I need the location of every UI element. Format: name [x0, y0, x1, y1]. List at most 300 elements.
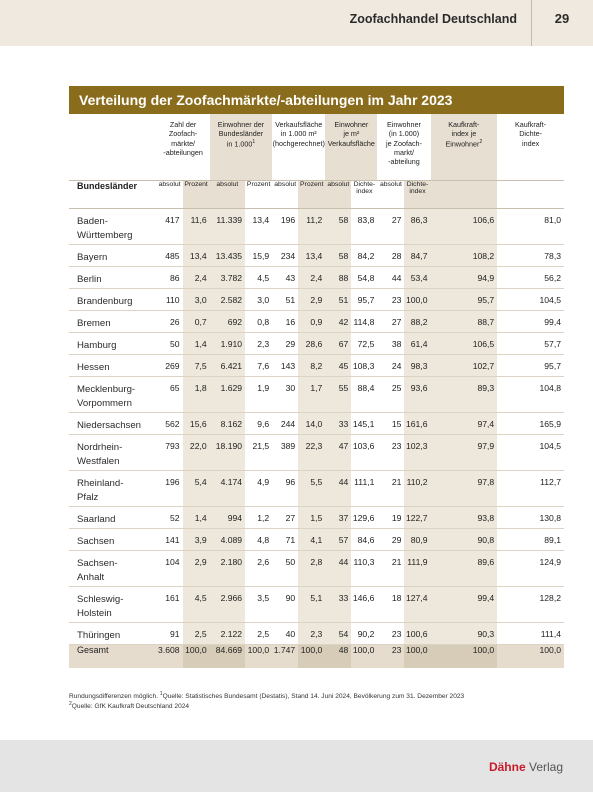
value-cell: 84,6 — [351, 528, 377, 550]
group-header-line: Dichte- — [519, 129, 542, 139]
state-name-line: Holstein — [77, 607, 112, 619]
state-name-line: Vorpommern — [77, 397, 132, 409]
value-cell: 97,8 — [431, 470, 498, 506]
value-cell: 29 — [377, 528, 404, 550]
value-cell: 2,8 — [298, 550, 325, 586]
state-name — [69, 586, 157, 622]
group-header-line: märkte/ — [171, 138, 196, 148]
value-cell: 389 — [272, 434, 298, 470]
value-cell: 94,9 — [431, 266, 498, 288]
value-cell: 13,4 — [245, 208, 272, 244]
total-value-cell: 100,0 — [183, 644, 210, 668]
column-group-header — [272, 114, 325, 180]
page-footer — [0, 740, 593, 792]
footnote-2-text: Quelle: GfK Kaufkraft Deutschland 2024 — [71, 703, 190, 711]
value-cell: 28,6 — [298, 332, 325, 354]
value-cell: 3.782 — [210, 266, 245, 288]
value-cell: 22,3 — [298, 434, 325, 470]
value-cell: 43 — [272, 266, 298, 288]
value-cell: 128,2 — [497, 586, 564, 622]
sub-header-line: index — [356, 188, 373, 196]
value-cell: 52 — [157, 506, 183, 528]
total-value-cell: 100,0 — [431, 644, 498, 668]
value-cell: 88,4 — [351, 376, 377, 412]
value-cell: 4,8 — [245, 528, 272, 550]
value-cell: 47 — [325, 434, 351, 470]
value-cell: 23 — [377, 434, 404, 470]
value-cell: 27 — [377, 310, 404, 332]
group-header-line: -abteilung — [388, 157, 420, 167]
value-cell: 1,4 — [183, 332, 210, 354]
value-cell: 83,8 — [351, 208, 377, 244]
value-cell: 4,1 — [298, 528, 325, 550]
total-value-cell: 100,0 — [245, 644, 272, 668]
table-body — [69, 208, 564, 668]
footnote-rounding: Rundungsdifferenzen möglich. — [69, 693, 158, 701]
group-header-line: Zoofach- — [168, 129, 198, 139]
value-cell: 114,8 — [351, 310, 377, 332]
value-cell: 90,8 — [431, 528, 498, 550]
value-cell: 0,8 — [245, 310, 272, 332]
value-cell: 104 — [157, 550, 183, 586]
running-title: Zoofachhandel Deutschland — [349, 12, 517, 26]
sub-header-line: index — [409, 188, 426, 196]
value-cell: 7,5 — [183, 354, 210, 376]
value-cell: 84,2 — [351, 244, 377, 266]
value-cell: 1,8 — [183, 376, 210, 412]
value-cell: 1.629 — [210, 376, 245, 412]
value-cell: 29 — [272, 332, 298, 354]
value-cell: 50 — [272, 550, 298, 586]
state-name — [69, 354, 157, 376]
value-cell: 44 — [377, 266, 404, 288]
sub-header-line: absolut — [379, 180, 402, 188]
state-name-line: Bayern — [77, 251, 108, 263]
value-cell: 54,8 — [351, 266, 377, 288]
value-cell: 104,5 — [497, 288, 564, 310]
table-row — [69, 332, 564, 354]
value-cell: 103,6 — [351, 434, 377, 470]
value-cell: 3,0 — [183, 288, 210, 310]
value-cell: 44 — [325, 470, 351, 506]
value-cell: 146,6 — [351, 586, 377, 622]
value-cell: 1,4 — [183, 506, 210, 528]
sub-header-line: absolut — [327, 180, 350, 188]
value-cell: 86,3 — [404, 208, 430, 244]
value-cell: 4.089 — [210, 528, 245, 550]
table-row — [69, 434, 564, 470]
value-cell: 18.190 — [210, 434, 245, 470]
total-value-cell: 100,0 — [497, 644, 564, 668]
value-cell: 8,2 — [298, 354, 325, 376]
sub-header-line: absolut — [158, 180, 181, 188]
table-row — [69, 376, 564, 412]
state-name-line: Baden- — [77, 215, 108, 227]
value-cell: 5,1 — [298, 586, 325, 622]
value-cell: 89,3 — [431, 376, 498, 412]
state-name-line: Niedersachsen — [77, 419, 141, 431]
value-cell: 53,4 — [404, 266, 430, 288]
value-cell: 6.421 — [210, 354, 245, 376]
value-cell: 127,4 — [404, 586, 430, 622]
value-cell: 22,0 — [183, 434, 210, 470]
value-cell: 24 — [377, 354, 404, 376]
value-cell: 51 — [325, 288, 351, 310]
value-cell: 417 — [157, 208, 183, 244]
value-cell: 108,3 — [351, 354, 377, 376]
value-cell: 54 — [325, 622, 351, 644]
value-cell: 104,5 — [497, 434, 564, 470]
value-cell: 33 — [325, 586, 351, 622]
state-name — [69, 208, 157, 244]
group-header-line: Verkaufsfläche — [327, 138, 375, 148]
value-cell: 165,9 — [497, 412, 564, 434]
value-cell: 11.339 — [210, 208, 245, 244]
state-name-line: Mecklenburg- — [77, 383, 136, 395]
value-cell: 111,4 — [497, 622, 564, 644]
table-sub-header-row — [69, 180, 564, 208]
group-header-line: Bundesländer — [218, 129, 264, 139]
sub-header-cell — [157, 180, 183, 208]
value-cell: 57 — [325, 528, 351, 550]
sub-header-cell — [272, 180, 298, 208]
value-cell: 15,6 — [183, 412, 210, 434]
value-cell: 196 — [157, 470, 183, 506]
value-cell: 51 — [272, 288, 298, 310]
value-cell: 96 — [272, 470, 298, 506]
value-cell: 16 — [272, 310, 298, 332]
value-cell: 124,9 — [497, 550, 564, 586]
value-cell: 67 — [325, 332, 351, 354]
value-cell: 27 — [377, 208, 404, 244]
group-header-line: in 1.000 — [226, 139, 253, 149]
value-cell: 58 — [325, 208, 351, 244]
value-cell: 269 — [157, 354, 183, 376]
footnote-1 — [69, 691, 569, 700]
value-cell: 19 — [377, 506, 404, 528]
state-name — [69, 550, 157, 586]
table-row — [69, 288, 564, 310]
header-corner — [69, 114, 157, 180]
state-name-line: Nordrhein- — [77, 441, 123, 453]
value-cell: 28 — [377, 244, 404, 266]
sub-header-cell — [431, 180, 498, 208]
value-cell: 111,1 — [351, 470, 377, 506]
value-cell: 4,9 — [245, 470, 272, 506]
state-name-line: Sachsen- — [77, 557, 118, 569]
value-cell: 108,2 — [431, 244, 498, 266]
value-cell: 2,3 — [245, 332, 272, 354]
state-name — [69, 470, 157, 506]
sub-header-line: absolut — [216, 180, 239, 188]
value-cell: 2,4 — [298, 266, 325, 288]
value-cell: 104,8 — [497, 376, 564, 412]
value-cell: 42 — [325, 310, 351, 332]
value-cell: 90 — [272, 586, 298, 622]
value-cell: 13.435 — [210, 244, 245, 266]
group-header-line: Zahl der — [169, 120, 197, 129]
value-cell: 2.582 — [210, 288, 245, 310]
state-name-line: Westfalen — [77, 455, 120, 467]
value-cell: 72,5 — [351, 332, 377, 354]
state-name — [69, 288, 157, 310]
value-cell: 2,5 — [183, 622, 210, 644]
value-cell: 1.910 — [210, 332, 245, 354]
value-cell: 130,8 — [497, 506, 564, 528]
value-cell: 994 — [210, 506, 245, 528]
state-name-line: Hamburg — [77, 339, 117, 351]
state-name — [69, 376, 157, 412]
value-cell: 90,2 — [351, 622, 377, 644]
distribution-table — [69, 114, 564, 668]
value-cell: 3,9 — [183, 528, 210, 550]
sub-header-line: Dichte- — [353, 180, 376, 188]
value-cell: 38 — [377, 332, 404, 354]
value-cell: 3,0 — [245, 288, 272, 310]
state-name-line: Thüringen — [77, 629, 121, 641]
value-cell: 14,0 — [298, 412, 325, 434]
value-cell: 88 — [325, 266, 351, 288]
total-value-cell: 23 — [377, 644, 404, 668]
table-row — [69, 412, 564, 434]
sub-header-cell — [351, 180, 377, 208]
state-name-line: Sachsen — [77, 535, 115, 547]
value-cell: 55 — [325, 376, 351, 412]
sub-header-cell — [497, 180, 564, 208]
value-cell: 80,9 — [404, 528, 430, 550]
state-name — [69, 506, 157, 528]
publisher-name-part1: Dähne — [488, 760, 526, 774]
column-group-header — [431, 114, 498, 180]
footnote-marker: 1 — [252, 138, 256, 145]
value-cell: 112,7 — [497, 470, 564, 506]
group-header-line: Einwohner — [334, 120, 369, 129]
state-name — [69, 332, 157, 354]
sub-header-line: Prozent — [300, 180, 324, 188]
value-cell: 9,6 — [245, 412, 272, 434]
value-cell: 2.180 — [210, 550, 245, 586]
group-header-line: markt/ — [393, 148, 414, 158]
value-cell: 13,4 — [183, 244, 210, 266]
page-header — [0, 0, 593, 46]
group-header-line: -abteilungen — [163, 148, 203, 158]
value-cell: 2,6 — [245, 550, 272, 586]
publisher-name-part2: Verlag — [525, 760, 563, 774]
value-cell: 99,4 — [497, 310, 564, 332]
state-name-line: Brandenburg — [77, 295, 133, 307]
value-cell: 0,9 — [298, 310, 325, 332]
value-cell: 98,3 — [404, 354, 430, 376]
value-cell: 485 — [157, 244, 183, 266]
state-name-line: Pfalz — [77, 491, 99, 503]
state-name — [69, 528, 157, 550]
state-name-line: Schleswig- — [77, 593, 124, 605]
value-cell: 58 — [325, 244, 351, 266]
value-cell: 244 — [272, 412, 298, 434]
value-cell: 99,4 — [431, 586, 498, 622]
state-name — [69, 434, 157, 470]
page-number: 29 — [554, 11, 570, 26]
value-cell: 21,5 — [245, 434, 272, 470]
state-name-line: Anhalt — [77, 571, 105, 583]
column-group-header — [210, 114, 273, 180]
value-cell: 122,7 — [404, 506, 430, 528]
value-cell: 1,9 — [245, 376, 272, 412]
sub-header-cell — [325, 180, 351, 208]
value-cell: 86 — [157, 266, 183, 288]
sub-header-cell — [210, 180, 245, 208]
value-cell: 88,2 — [404, 310, 430, 332]
value-cell: 1,5 — [298, 506, 325, 528]
group-header-line: (in 1.000) — [388, 129, 420, 139]
column-group-header — [325, 114, 377, 180]
value-cell: 8.162 — [210, 412, 245, 434]
value-cell: 71 — [272, 528, 298, 550]
group-header-line: Kaufkraft- — [515, 120, 547, 129]
value-cell: 196 — [272, 208, 298, 244]
total-row — [69, 644, 564, 668]
sub-header-cell — [377, 180, 404, 208]
value-cell: 143 — [272, 354, 298, 376]
value-cell: 5,4 — [183, 470, 210, 506]
value-cell: 0,7 — [183, 310, 210, 332]
state-name — [69, 244, 157, 266]
value-cell: 40 — [272, 622, 298, 644]
value-cell: 4,5 — [245, 266, 272, 288]
value-cell: 95,7 — [497, 354, 564, 376]
value-cell: 100,0 — [404, 288, 430, 310]
footnote-marker: 2 — [479, 138, 483, 145]
value-cell: 84,7 — [404, 244, 430, 266]
value-cell: 26 — [157, 310, 183, 332]
column-group-header — [377, 114, 430, 180]
value-cell: 2.966 — [210, 586, 245, 622]
group-header-line: Einwohner der — [217, 120, 265, 129]
value-cell: 4,5 — [183, 586, 210, 622]
value-cell: 23 — [377, 622, 404, 644]
value-cell: 161,6 — [404, 412, 430, 434]
table-row — [69, 208, 564, 244]
value-cell: 102,7 — [431, 354, 498, 376]
value-cell: 93,8 — [431, 506, 498, 528]
value-cell: 111,9 — [404, 550, 430, 586]
value-cell: 89,6 — [431, 550, 498, 586]
value-cell: 45 — [325, 354, 351, 376]
value-cell: 2,5 — [245, 622, 272, 644]
sub-header-cell — [245, 180, 272, 208]
value-cell: 102,3 — [404, 434, 430, 470]
state-name — [69, 310, 157, 332]
table-row — [69, 310, 564, 332]
group-header-line: index je — [451, 129, 477, 139]
value-cell: 161 — [157, 586, 183, 622]
group-header-line: Kaufkraft- — [448, 120, 480, 129]
value-cell: 30 — [272, 376, 298, 412]
state-name-line: Hessen — [77, 361, 110, 373]
state-name — [69, 412, 157, 434]
total-value-cell: 48 — [325, 644, 351, 668]
value-cell: 56,2 — [497, 266, 564, 288]
value-cell: 110,2 — [404, 470, 430, 506]
value-cell: 141 — [157, 528, 183, 550]
value-cell: 2,9 — [183, 550, 210, 586]
value-cell: 15 — [377, 412, 404, 434]
value-cell: 95,7 — [431, 288, 498, 310]
value-cell: 234 — [272, 244, 298, 266]
value-cell: 97,4 — [431, 412, 498, 434]
total-label: Gesamt — [69, 644, 157, 668]
total-value-cell: 1.747 — [272, 644, 298, 668]
sub-header-line: Dichte- — [406, 180, 429, 188]
group-header-line: index — [522, 138, 540, 148]
value-cell: 88,7 — [431, 310, 498, 332]
value-cell: 81,0 — [497, 208, 564, 244]
value-cell: 18 — [377, 586, 404, 622]
state-name — [69, 266, 157, 288]
value-cell: 23 — [377, 288, 404, 310]
total-value-cell: 3.608 — [157, 644, 183, 668]
state-name-line: Württemberg — [77, 229, 133, 241]
state-name-line: Rheinland- — [77, 477, 124, 489]
sub-header-line: Prozent — [184, 180, 208, 188]
value-cell: 95,7 — [351, 288, 377, 310]
value-cell: 57,7 — [497, 332, 564, 354]
value-cell: 93,6 — [404, 376, 430, 412]
value-cell: 3,5 — [245, 586, 272, 622]
value-cell: 21 — [377, 470, 404, 506]
column-group-header — [157, 114, 210, 180]
total-value-cell: 84.669 — [210, 644, 245, 668]
value-cell: 562 — [157, 412, 183, 434]
value-cell: 25 — [377, 376, 404, 412]
value-cell: 50 — [157, 332, 183, 354]
table-title: Verteilung der Zoofachmärkte/-abteilungen im Jahr 2023 — [69, 86, 564, 114]
group-header-line: je m² — [343, 129, 360, 139]
value-cell: 97,9 — [431, 434, 498, 470]
footnote-1-marker: 1 — [159, 691, 163, 697]
column-group-header — [497, 114, 564, 180]
sub-header-cell — [404, 180, 430, 208]
group-header-line: Einwohner — [445, 139, 480, 149]
table-row — [69, 550, 564, 586]
value-cell: 65 — [157, 376, 183, 412]
row-label-header: Bundesländer — [69, 180, 157, 208]
sub-header-cell — [298, 180, 325, 208]
value-cell: 11,2 — [298, 208, 325, 244]
value-cell: 11,6 — [183, 208, 210, 244]
value-cell: 110,3 — [351, 550, 377, 586]
table-row — [69, 622, 564, 644]
publisher-logo — [489, 760, 563, 774]
state-name-line: Saarland — [77, 513, 116, 525]
value-cell: 793 — [157, 434, 183, 470]
value-cell: 2,9 — [298, 288, 325, 310]
table-row — [69, 586, 564, 622]
table-row — [69, 266, 564, 288]
value-cell: 692 — [210, 310, 245, 332]
sub-header-line: Prozent — [246, 180, 271, 188]
group-header-line: je Zoofach- — [385, 138, 422, 148]
value-cell: 110 — [157, 288, 183, 310]
value-cell: 2,3 — [298, 622, 325, 644]
value-cell: 78,3 — [497, 244, 564, 266]
value-cell: 90,3 — [431, 622, 498, 644]
value-cell: 129,6 — [351, 506, 377, 528]
state-name-line: Berlin — [77, 273, 102, 285]
group-header-line: Einwohner — [386, 120, 421, 129]
group-header-line: Verkaufsfläche — [275, 120, 323, 129]
value-cell: 37 — [325, 506, 351, 528]
